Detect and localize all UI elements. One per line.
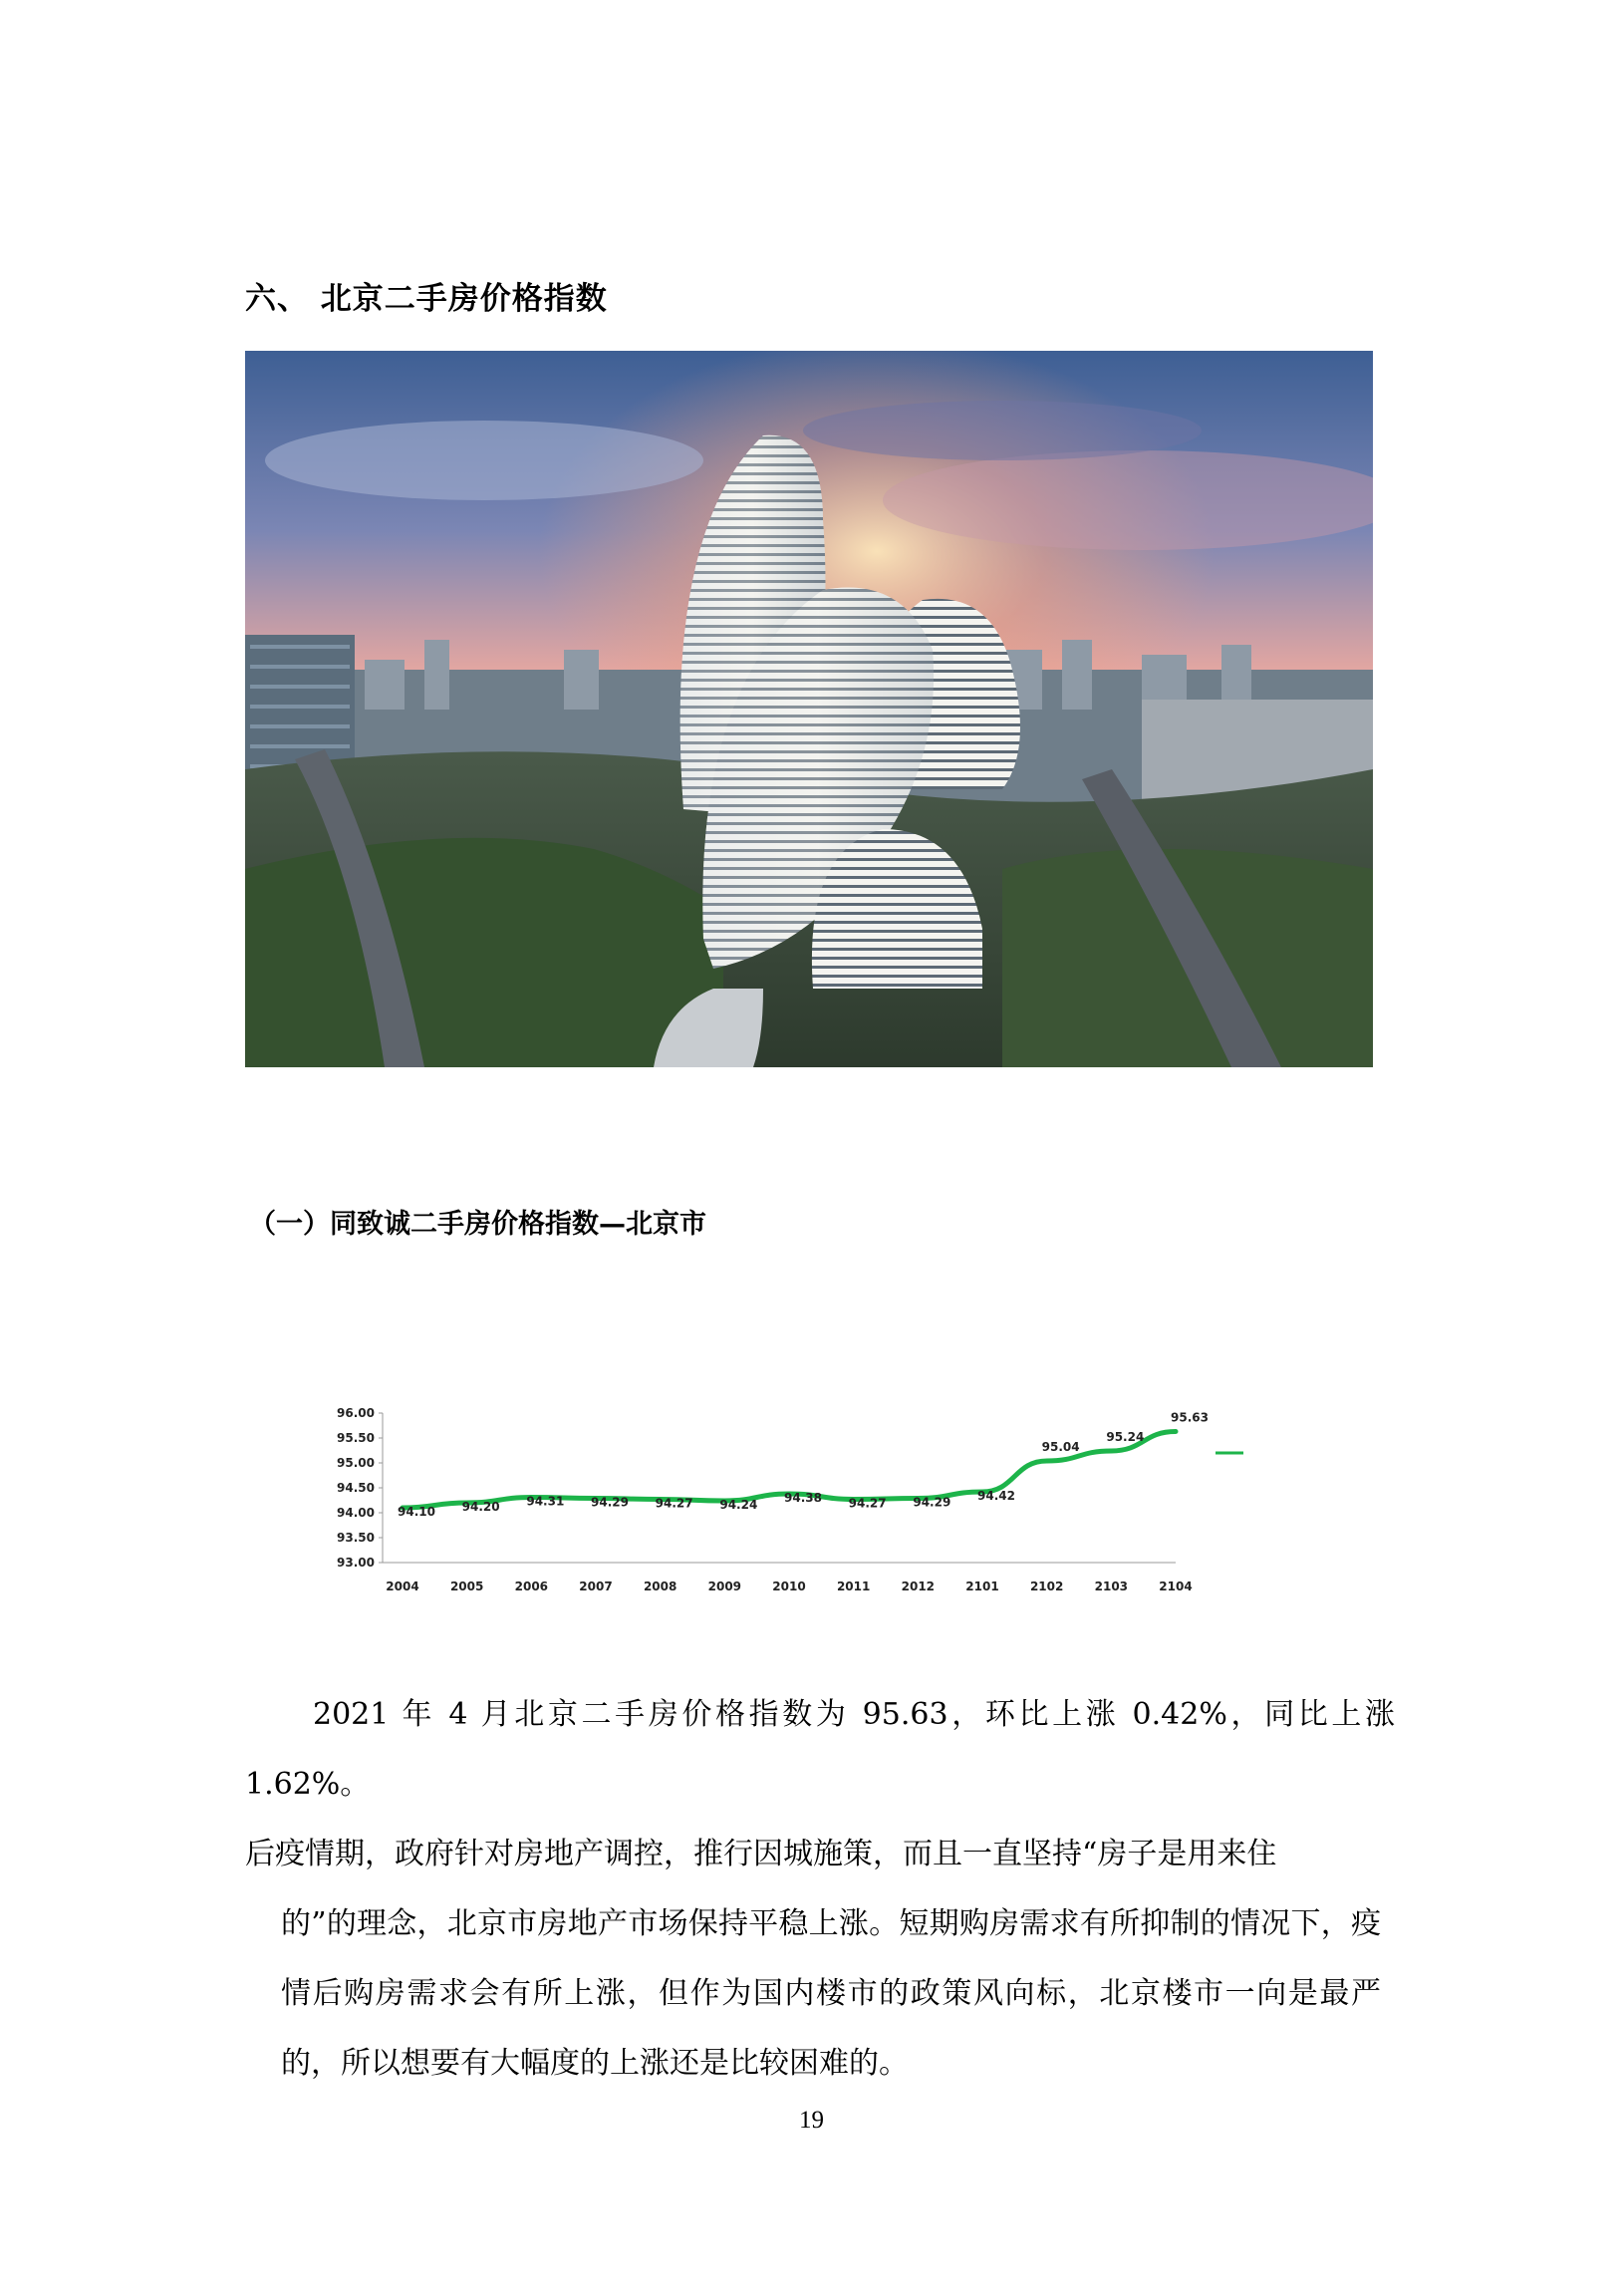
data-label: 94.24 bbox=[719, 1498, 758, 1512]
x-tick-label: 2103 bbox=[1094, 1579, 1129, 1593]
x-tick-label: 2012 bbox=[901, 1579, 936, 1593]
section-title: 六、 北京二手房价格指数 bbox=[245, 281, 608, 317]
subsection-title: （一）同致诚二手房价格指数—北京市 bbox=[249, 1209, 706, 1240]
data-label: 94.31 bbox=[526, 1494, 565, 1509]
page-number: 19 bbox=[799, 2107, 824, 2134]
price-index-chart bbox=[319, 1395, 1315, 1604]
price-index-chart-svg bbox=[319, 1395, 1315, 1604]
data-label: 94.29 bbox=[591, 1495, 629, 1510]
x-tick-label: 2011 bbox=[836, 1579, 871, 1593]
x-tick-label: 2010 bbox=[772, 1579, 806, 1593]
x-tick-label: 2009 bbox=[707, 1579, 742, 1593]
y-tick-label: 95.50 bbox=[337, 1431, 375, 1445]
x-tick-label: 2006 bbox=[514, 1579, 549, 1593]
x-tick-label: 2007 bbox=[579, 1579, 613, 1593]
data-label: 95.04 bbox=[1041, 1440, 1080, 1454]
x-tick-label: 2004 bbox=[386, 1579, 419, 1593]
y-tick-label: 94.00 bbox=[337, 1506, 375, 1520]
y-tick-label: 94.50 bbox=[337, 1481, 375, 1495]
data-label: 94.38 bbox=[784, 1491, 822, 1505]
data-label: 95.24 bbox=[1106, 1430, 1145, 1444]
data-label: 94.42 bbox=[977, 1489, 1015, 1503]
x-tick-label: 2101 bbox=[965, 1579, 999, 1593]
paragraph-rest: 的”的理念，北京市房地产市场保持平稳上涨。短期购房需求有所抑制的情况下，疫情后购房需求会有所上涨，但作为国内楼市的政策风向标，北京楼市一向是最严的，所以想要有大幅度的上涨还是比较困难的。 bbox=[281, 1906, 1381, 2081]
data-label: 94.20 bbox=[461, 1500, 500, 1514]
city-skyline-photo-icon bbox=[245, 351, 1373, 1067]
data-label: 94.27 bbox=[848, 1496, 887, 1511]
data-label: 94.27 bbox=[655, 1496, 693, 1511]
city-skyline-photo bbox=[245, 351, 1373, 1067]
data-label: 95.63 bbox=[1171, 1410, 1209, 1425]
data-label: 94.10 bbox=[398, 1505, 435, 1519]
data-label: 94.29 bbox=[913, 1495, 951, 1510]
x-tick-label: 2104 bbox=[1159, 1579, 1193, 1593]
y-tick-label: 93.50 bbox=[337, 1531, 375, 1545]
x-tick-label: 2008 bbox=[643, 1579, 677, 1593]
paragraph-line-2: 后疫情期，政府针对房地产调控，推行因城施策，而且一直坚持“房子是用来住 bbox=[245, 1837, 1277, 1871]
paragraph-line-1: 2021 年 4 月北京二手房价格指数为 95.63，环比上涨 0.42%，同比上涨 1.62%。 bbox=[245, 1697, 1395, 1802]
x-tick-label: 2005 bbox=[449, 1579, 484, 1593]
y-tick-label: 95.00 bbox=[337, 1456, 375, 1470]
body-paragraph bbox=[245, 1680, 1395, 2099]
x-tick-label: 2102 bbox=[1029, 1579, 1064, 1593]
y-tick-label: 93.00 bbox=[337, 1556, 375, 1570]
y-tick-label: 96.00 bbox=[337, 1406, 375, 1420]
